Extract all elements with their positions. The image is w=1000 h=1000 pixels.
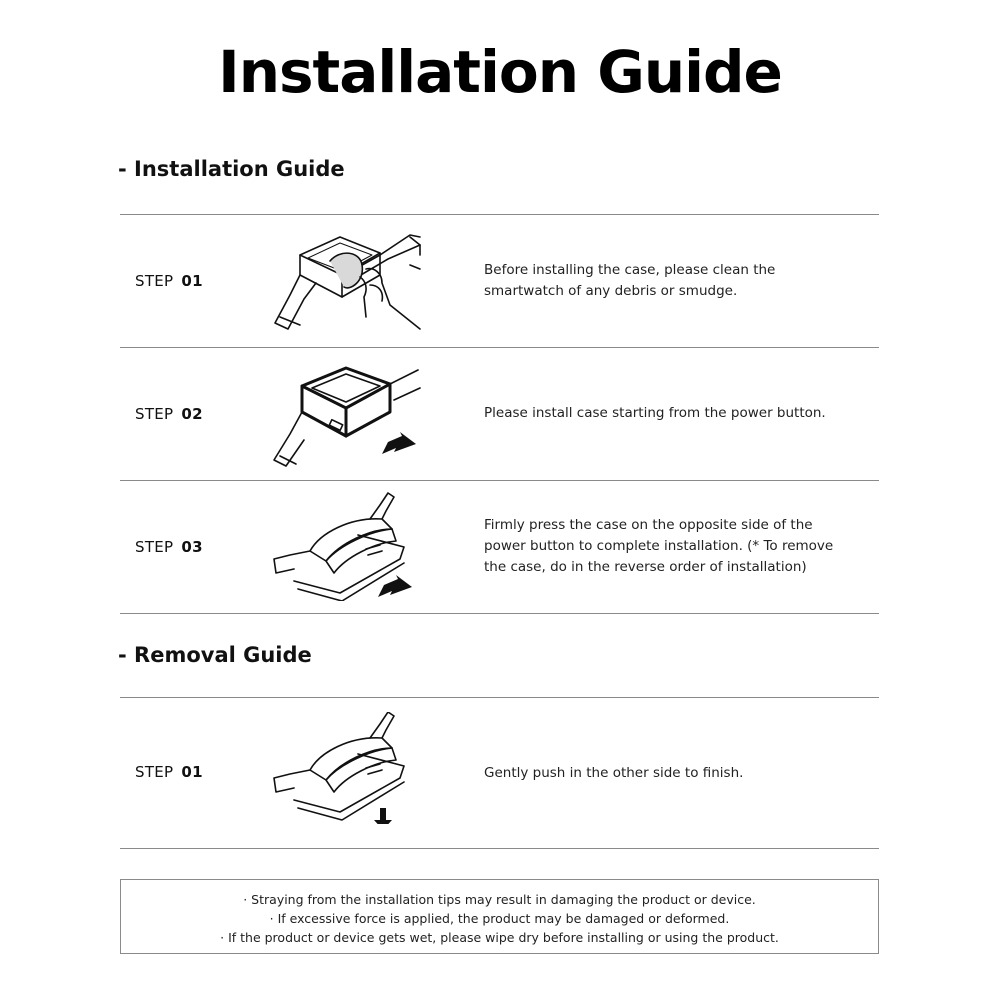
removal-step-1 xyxy=(120,698,879,848)
case-push-down-illustration xyxy=(270,712,425,824)
removal-section-heading: - Removal Guide xyxy=(118,643,312,667)
step-number: 01 xyxy=(181,763,203,781)
step-number: 01 xyxy=(181,272,203,290)
step-description: Please install case starting from the power button. xyxy=(484,405,826,421)
step-label xyxy=(135,538,203,557)
step-number: 02 xyxy=(181,405,203,423)
install-step-3 xyxy=(120,481,879,613)
step-word: STEP xyxy=(135,763,174,781)
note-line: · Straying from the installation tips may result in damaging the product or device. xyxy=(243,892,756,907)
install-step-1 xyxy=(120,215,879,347)
step-description: Gently push in the other side to finish. xyxy=(484,765,744,781)
note-line: · If excessive force is applied, the product may be damaged or deformed. xyxy=(269,911,730,926)
step-word: STEP xyxy=(135,538,174,556)
divider xyxy=(120,613,879,614)
installation-section-heading: - Installation Guide xyxy=(118,157,345,181)
case-power-button-illustration xyxy=(270,360,425,472)
step-number: 03 xyxy=(181,538,203,556)
step-word: STEP xyxy=(135,405,174,423)
step-description: Before installing the case, please clean the smartwatch of any debris or smudge. xyxy=(484,262,776,299)
watch-cleaning-illustration xyxy=(270,225,425,337)
step-description: Firmly press the case on the opposite side of the power button to complete installation. (* To remove the case, do in the reverse order of installation) xyxy=(484,517,834,575)
step-label xyxy=(135,405,203,424)
step-label xyxy=(135,272,203,291)
step-label xyxy=(135,763,203,782)
case-press-illustration xyxy=(270,489,425,601)
note-line: · If the product or device gets wet, please wipe dry before installing or using the product. xyxy=(220,930,779,945)
page-title: Installation Guide xyxy=(218,38,782,106)
caution-notes-box xyxy=(120,879,879,954)
install-step-2 xyxy=(120,348,879,480)
step-word: STEP xyxy=(135,272,174,290)
divider xyxy=(120,848,879,849)
